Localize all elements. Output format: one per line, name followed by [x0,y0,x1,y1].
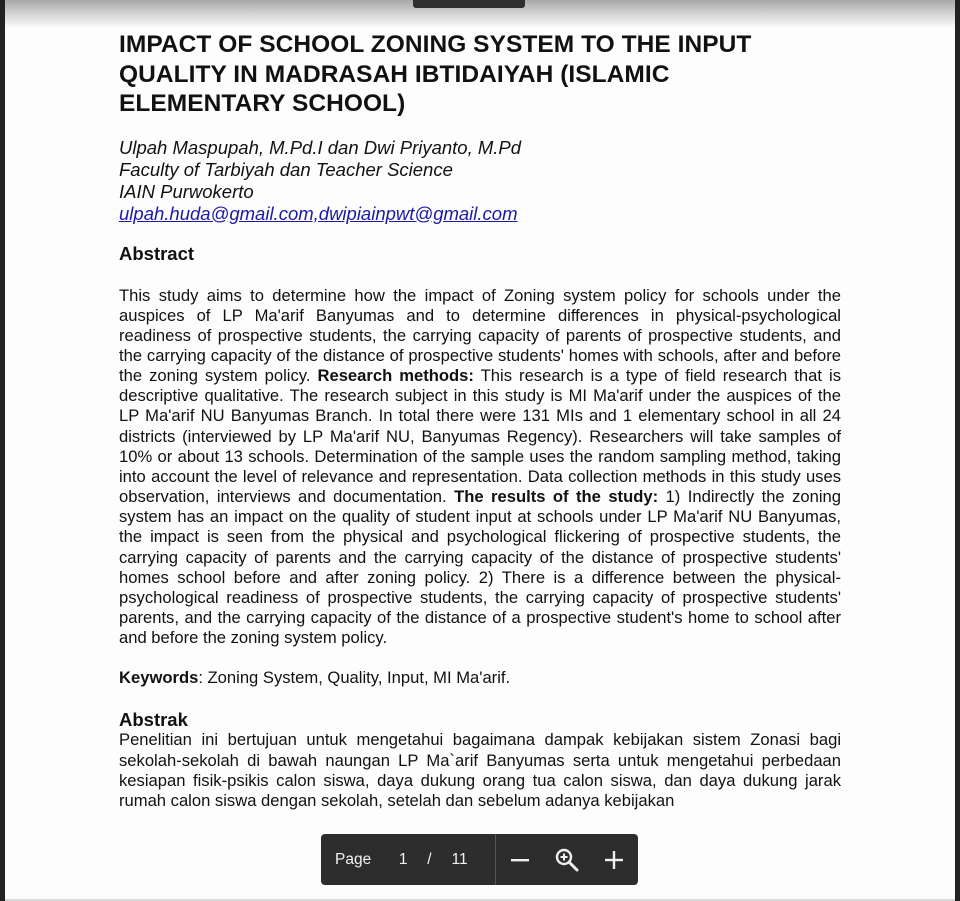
email-link[interactable]: ulpah.huda@gmail.com,dwipiainpwt@gmail.com [119,202,518,224]
abstrak-heading: Abstrak [119,709,188,731]
abstract-part: This research is a type of field research that is descriptive qualitative. The research subject in this study is MI Ma'arif under the auspices of the LP Ma'arif NU Banyumas Branch. In total there were 131 MIs and 1 elementary school in all 24 districts (interviewed by LP Ma'arif NU, Banyumas Regency). Researchers will take samples of 10% or about 13 schools. Determination of the sample uses the random sampling method, taking into account the level of relevance and representation. Data collection methods in this study uses observation, interviews and documentation. [119,366,841,507]
abstract-text [119,286,841,649]
author-block [119,137,841,225]
page-toolbar [321,834,638,885]
title-line: IMPACT OF SCHOOL ZONING SYSTEM TO THE INPUT [119,31,752,58]
page-separator: / [427,850,432,868]
paper-title [119,30,841,119]
page-label: Page [335,850,372,868]
current-page-input[interactable]: 1 [398,850,408,868]
abstract-heading: Abstract [119,242,195,264]
pdf-page[interactable] [5,0,955,901]
minus-icon [509,849,531,871]
page-indicator [321,834,495,885]
zoom-reset-button[interactable] [543,834,590,885]
magnifier-icon [554,847,580,873]
abstract-part: This study aims to determine how the impact of Zoning system policy for schools under the auspices of LP Ma'arif Banyumas and to determine differences in physical-psychological readiness of prospective students, the carrying capacity of parents of prospective students, and the carrying capacity of the distance of prospective students' homes with schools, after and before the zoning system policy. [119,285,841,386]
zoom-in-button[interactable] [590,834,637,885]
toolbar-dock [5,834,955,885]
keywords-label: Keywords [119,668,199,688]
research-methods-label: Research methods: [317,366,474,386]
zoom-out-button[interactable] [496,834,543,885]
total-pages: 11 [451,850,468,868]
keywords-value: : Zoning System, Quality, Input, MI Ma'arif. [198,668,511,688]
authors: Ulpah Maspupah, M.Pd.I dan Dwi Priyanto, M.Pd [119,136,522,158]
keywords [119,668,841,688]
results-label: The results of the study: [454,487,659,507]
faculty: Faculty of Tarbiyah dan Teacher Science [119,158,453,180]
abstract-part: 1) Indirectly the zoning system has an impact on the quality of student input at schools under LP Ma'arif NU Banyumas, the impact is seen from the physical and psychological flickering of prospective students, the carrying capacity of parents and the carrying capacity of the distance of prospective students' homes school before and after zoning policy. 2) There is a difference between the physical-psychological readiness of prospective students, the carrying capacity of prospective students' parents, and the carrying capacity of the distance of a prospective student's home to school after and before the zoning system policy. [119,487,841,648]
institution: IAIN Purwokerto [119,180,254,202]
plus-icon [603,849,625,871]
viewer-right-edge [955,0,960,901]
title-line: QUALITY IN MADRASAH IBTIDAIYAH (ISLAMIC [119,60,670,88]
page-content [119,0,841,811]
abstrak-text: Penelitian ini bertujuan untuk mengetahui bagaimana dampak kebijakan sistem Zonasi bagi sekolah-sekolah di bawah naungan LP Ma`arif Banyumas serta untuk mengetahui perbedaan kesiapan fisik-psikis calon siswa, daya dukung orang tua calon siswa, dan daya dukung jarak rumah calon siswa dengan sekolah, setelah dan sebelum adanya kebijakan [119,730,841,810]
title-line: ELEMENTARY SCHOOL) [119,90,406,117]
